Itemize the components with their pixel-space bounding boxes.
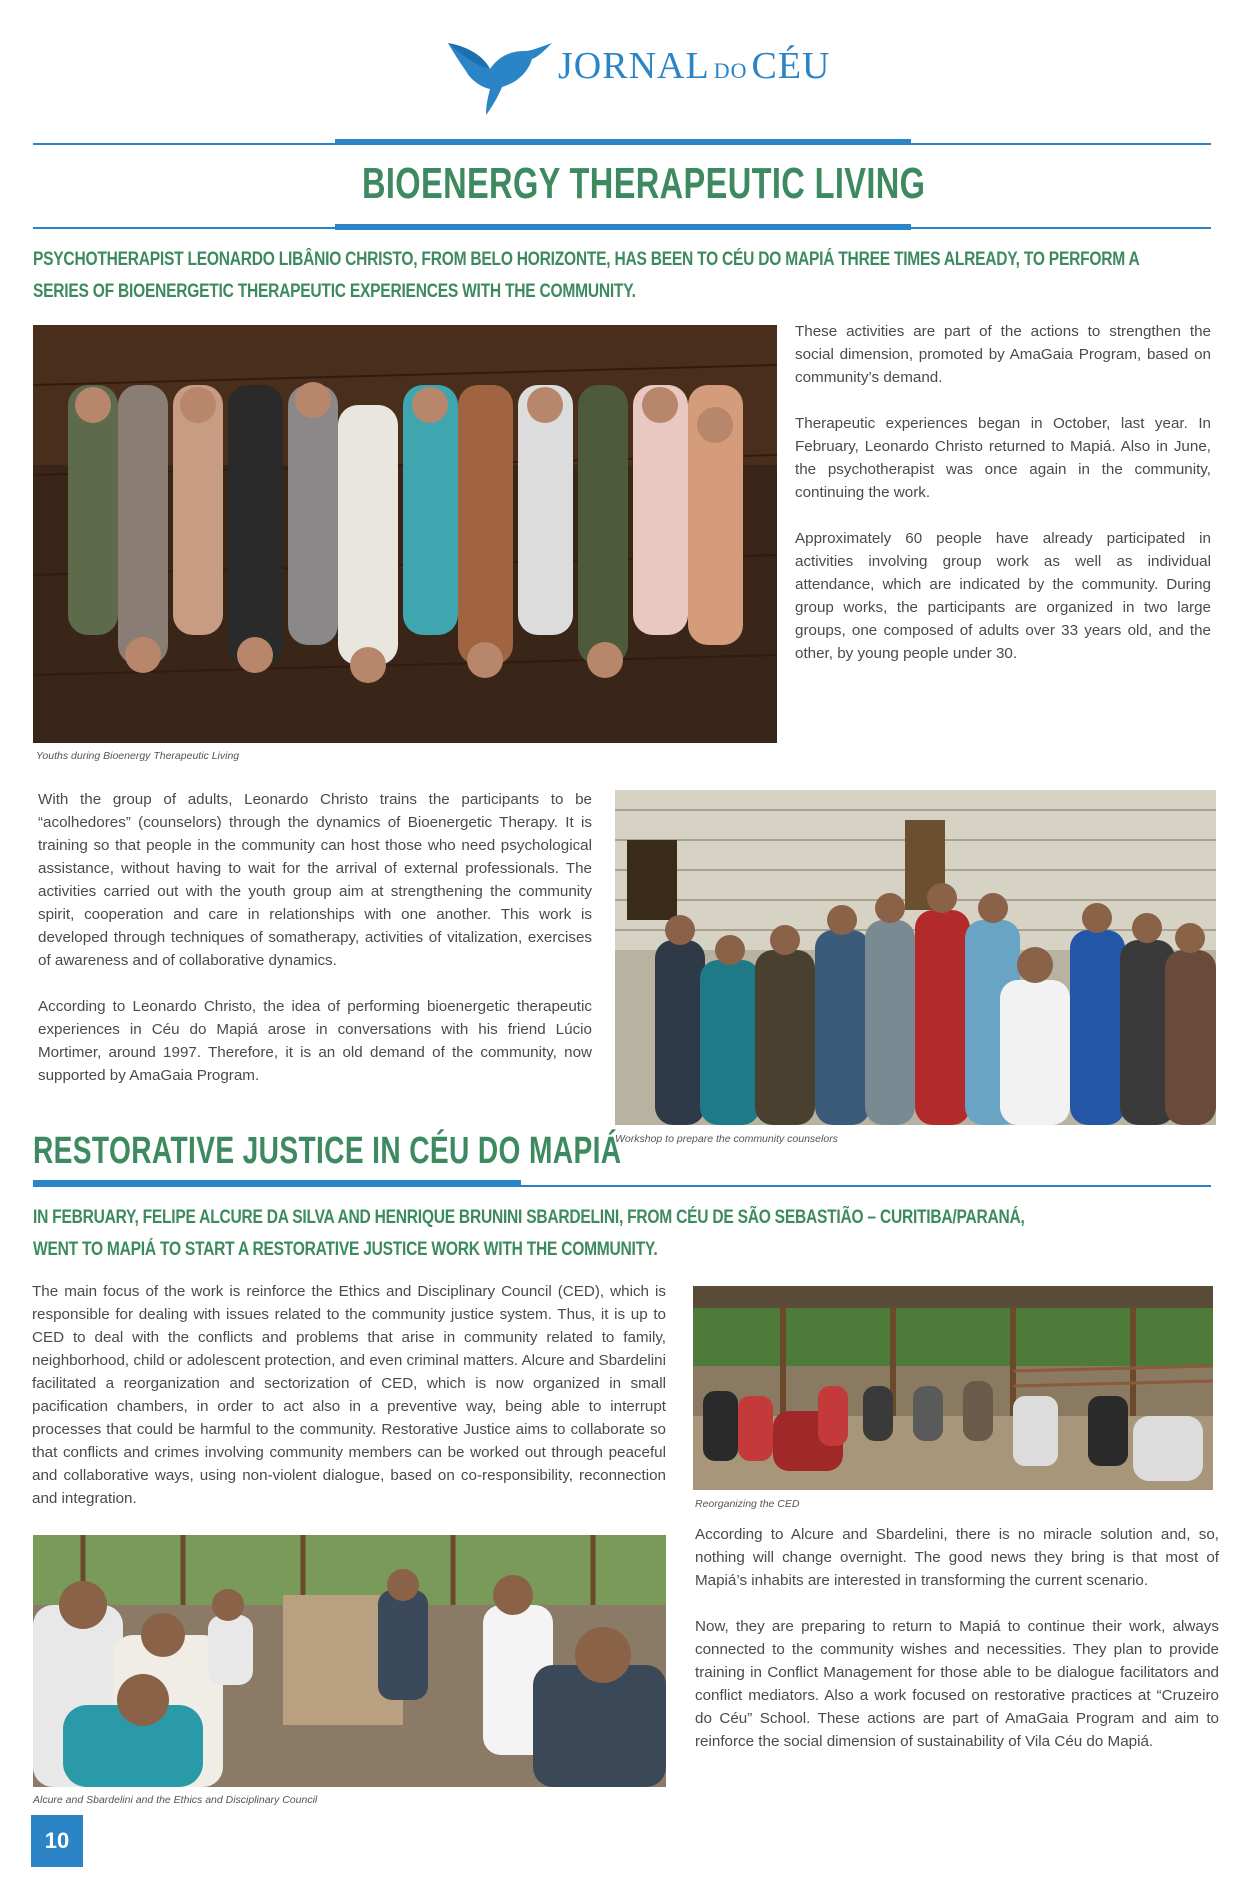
council-photo xyxy=(33,1535,666,1787)
masthead-name-3: CÉU xyxy=(751,45,831,87)
caption-reorganizing: Reorganizing the CED xyxy=(695,1498,800,1510)
top-rule-thick xyxy=(335,139,911,145)
article1-deck xyxy=(33,244,1213,308)
article1-deck-line2: SERIES OF BIOENERGETIC THERAPEUTIC EXPERIENCES WITH THE COMMUNITY. xyxy=(33,281,636,302)
article1-deck-line1: PSYCHOTHERAPIST LEONARDO LIBÂNIO CHRISTO, FROM BELO HORIZONTE, HAS BEEN TO CÉU DO MAPIÁ THREE TIMES ALREADY, TO PERFORM A xyxy=(33,249,1140,270)
article2-left-p1: The main focus of the work is reinforce the Ethics and Disciplinary Council (CED), which is responsible for dealing with issues related to the community justice system. Thus, it is up to CED to deal with the conflicts and problems that arise in community related to family, neighborhood, child or adolescent protection, and even criminal matters. Alcure and Sbardelini facilitated a reorganization and sectorization of CED, which is now organized in small pacification chambers, in order to act also in a preventive way, being able to interrupt processes that could be harmful to the community. Restorative Justice aims to collaborate so that conflicts and crimes involving community members can be worked out through peaceful and collaborative ways, using non-violent dialogue, based on co-responsibility, reconnection and integration. xyxy=(32,1283,666,1507)
caption-youths: Youths during Bioenergy Therapeutic Living xyxy=(36,750,240,762)
article2-deck-line2: WENT TO MAPIÁ TO START A RESTORATIVE JUSTICE WORK WITH THE COMMUNITY. xyxy=(33,1239,658,1260)
article1-right-p2: Therapeutic experiences began in October, last year. In February, Leonardo Christo returned to Mapiá. Also in June, the psychotherapist was once again in the community, continuing the work. xyxy=(795,415,1211,501)
article1-right-p1: These activities are part of the actions to strengthen the social dimension, promoted by AmaGaia Program, based on community’s demand. xyxy=(795,323,1211,386)
article2-right-p1: According to Alcure and Sbardelini, there is no miracle solution and, so, nothing will change overnight. The good news they bring is that most of Mapiá’s inhabits are interested in transforming the current scenario. xyxy=(695,1526,1219,1589)
caption-workshop: Workshop to prepare the community counselors xyxy=(615,1133,838,1145)
article2-deck-line1: IN FEBRUARY, FELIPE ALCURE DA SILVA AND HENRIQUE BRUNINI SBARDELINI, FROM CÉU DE SÃO SEBASTIÃO – CURITIBA/PARANÁ, xyxy=(33,1207,1025,1228)
article1-title: BIOENERGY THERAPEUTIC LIVING xyxy=(362,159,926,208)
title-rule-thick xyxy=(335,224,911,230)
workshop-photo xyxy=(615,790,1216,1125)
article1-left-text xyxy=(38,788,592,1110)
article2-deck xyxy=(33,1202,1213,1266)
article2-title: RESTORATIVE JUSTICE IN CÉU DO MAPIÁ xyxy=(33,1130,622,1172)
article2-right-text xyxy=(695,1523,1219,1776)
reorganizing-photo xyxy=(693,1286,1213,1490)
masthead-name-1: JORNAL xyxy=(558,45,710,87)
article1-left-p1: With the group of adults, Leonardo Christo trains the participants to be “acolhedores” (counselors) through the dynamics of Bioenergetic Therapy. It is training so that people in the community can host those who need psychological assistance, without having to wait for the arrival of external professionals. The activities carried out with the youth group aim at strengthening the community spirit, cooperation and care in relationships with one another. This work is developed through techniques of somatherapy, activities of vitalization, exercises of awareness and of collaborative dynamics. xyxy=(38,791,592,969)
youths-photo xyxy=(33,325,777,743)
article1-right-text xyxy=(795,320,1211,688)
caption-council: Alcure and Sbardelini and the Ethics and Disciplinary Council xyxy=(33,1794,318,1806)
article2-rule-thick xyxy=(33,1180,521,1186)
masthead xyxy=(440,22,831,122)
hummingbird-icon xyxy=(440,27,560,122)
article1-right-p3: Approximately 60 people have already participated in activities involving group work as well as individual attendance, which are indicated by the community. During group works, the participants are organized in two large groups, one composed of adults over 33 years old, and the other, by young people under 30. xyxy=(795,530,1211,662)
masthead-name-2: DO xyxy=(713,58,748,83)
article1-left-p2: According to Leonardo Christo, the idea of performing bioenergetic therapeutic experiences in Céu do Mapiá arose in conversations with his friend Lúcio Mortimer, around 1997. Therefore, it is an old demand of the community, now supported by AmaGaia Program. xyxy=(38,998,592,1084)
article2-left-text xyxy=(32,1280,666,1533)
article2-right-p2: Now, they are preparing to return to Mapiá to continue their work, always connected to the community wishes and necessities. They plan to provide training in Conflict Management for those able to be dialogue facilitators and conflict mediators. Also a work focused on restorative practices at “Cruzeiro do Céu” School. These actions are part of AmaGaia Program and aim to reinforce the social dimension of sustainability of Vila Céu do Mapiá. xyxy=(695,1618,1219,1750)
page-number: 10 xyxy=(31,1815,83,1867)
